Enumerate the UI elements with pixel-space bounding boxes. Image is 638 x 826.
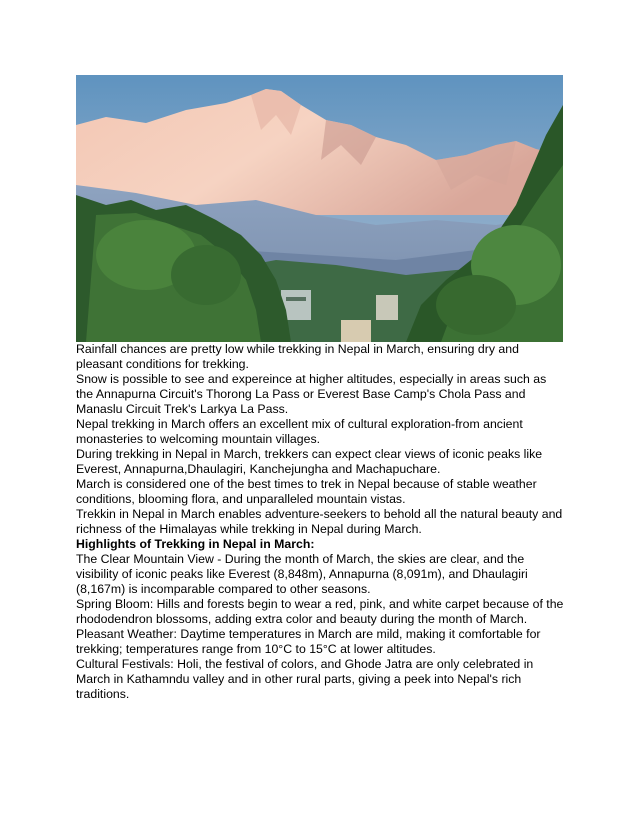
highlights-heading: Highlights of Trekking in Nepal in March: — [76, 537, 315, 551]
paragraph-rainfall: Rainfall chances are pretty low while trekking in Nepal in March, ensuring dry and pleasant conditions for trekking. — [76, 342, 519, 371]
highlight-cultural-festivals: Cultural Festivals: Holi, the festival of colors, and Ghode Jatra are only celebrated in March in Kathamndu valley and in other rural parts, giving a peek into Nepal's rich traditions. — [76, 657, 534, 701]
mountain-photo-illustration — [76, 75, 563, 342]
paragraph-adventure: Trekkin in Nepal in March enables adventure-seekers to behold all the natural beauty and richness of the Himalayas while trekking in Nepal during March. — [76, 507, 563, 536]
highlight-clear-view: The Clear Mountain View - During the month of March, the skies are clear, and the visibility of iconic peaks like Everest (8,848m), Annapurna (8,091m), and Dhaulagiri (8,167m) is incomparable compared to other seasons. — [76, 552, 528, 596]
mountain-photo — [76, 75, 563, 342]
highlight-pleasant-weather: Pleasant Weather: Daytime temperatures in March are mild, making it comfortable for trekking; temperatures range from 10°C to 15°C at lower altitudes. — [76, 627, 541, 656]
paragraph-snow: Snow is possible to see and expereince at higher altitudes, especially in areas such as the Annapurna Circuit's Thorong La Pass or Everest Base Camp's Chola Pass and Manaslu Circuit Trek's Larkya La Pass. — [76, 372, 547, 416]
paragraph-best-time: March is considered one of the best times to trek in Nepal because of stable weather conditions, blooming flora, and unparalleled mountain vistas. — [76, 477, 537, 506]
paragraph-views: During trekking in Nepal in March, trekkers can expect clear views of iconic peaks like Everest, Annapurna,Dhaulagiri, Kanchejungha and Machapuchare. — [76, 447, 543, 476]
highlight-spring-bloom: Spring Bloom: Hills and forests begin to wear a red, pink, and white carpet because of the rhododendron blossoms, adding extra color and beauty during the month of March. — [76, 597, 564, 626]
paragraph-culture: Nepal trekking in March offers an excellent mix of cultural exploration-from ancient monasteries to welcoming mountain villages. — [76, 417, 523, 446]
article-body — [76, 342, 566, 702]
